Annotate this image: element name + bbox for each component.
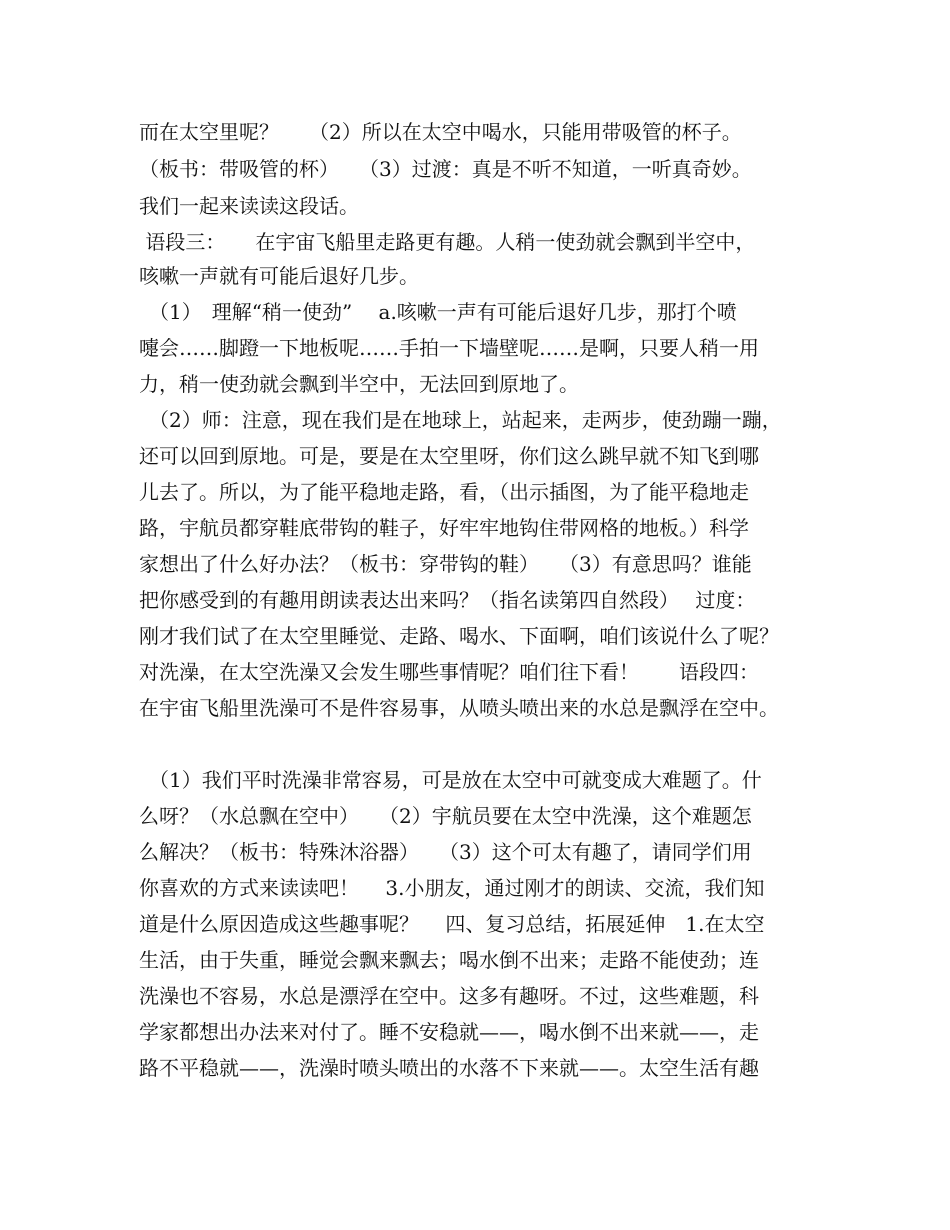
text-line: 语段三： 在宇宙飞船里走路更有趣。人稍一使劲就会飘到半空中， [139, 230, 756, 254]
text-line: （1）我们平时洗澡非常容易，可是放在太空中可就变成大难题了。什 [139, 768, 762, 792]
text-line: 而在太空里呢？ （2）所以在太空中喝水，只能用带吸管的杯子。 [139, 120, 742, 144]
text-line: 我们一起来读读这段话。 [139, 194, 359, 218]
text-line: （2）师：注意，现在我们是在地球上，站起来，走两步，使劲蹦一蹦， [139, 408, 782, 432]
text-line: 刚才我们试了在太空里睡觉、走路、喝水、下面啊，咱们该说什么了呢？ [139, 624, 779, 648]
text-line: 生活，由于失重，睡觉会飘来飘去；喝水倒不出来；走路不能使劲；连 [139, 948, 759, 972]
text-line: 洗澡也不容易，水总是漂浮在空中。这多有趣呀。不过，这些难题，科 [139, 984, 759, 1008]
text-line: 在宇宙飞船里洗澡可不是件容易事，从喷头喷出来的水总是飘浮在空中。 [139, 696, 779, 720]
text-line: 道是什么原因造成这些趣事呢？ 四、复习总结，拓展延伸 1.在太空 [139, 912, 765, 936]
text-line: 嚏会……脚蹬一下地板呢……手拍一下墙壁呢……是啊，只要人稍一用 [139, 336, 759, 360]
text-line: 家想出了什么好办法？（板书：穿带钩的鞋） （3）有意思吗？谁能 [139, 552, 752, 576]
text-line: （1） 理解“稍一使劲” a.咳嗽一声有可能后退好几步，那打个喷 [139, 300, 737, 324]
text-line: 还可以回到原地。可是，要是在太空里呀，你们这么跳早就不知飞到哪 [139, 444, 759, 468]
text-line: 么解决？（板书：特殊沐浴器） （3）这个可太有趣了，请同学们用 [139, 840, 752, 864]
text-line: 你喜欢的方式来读读吧！ 3.小朋友，通过刚才的朗读、交流，我们知 [139, 876, 765, 900]
text-line: 儿去了。所以，为了能平稳地走路，看，（出示插图，为了能平稳地走 [139, 480, 749, 504]
text-line: 咳嗽一声就有可能后退好几步。 [139, 264, 419, 288]
text-line: 力，稍一使劲就会飘到半空中，无法回到原地了。 [139, 372, 579, 396]
text-line: （板书：带吸管的杯） （3）过渡：真是不听不知道，一听真奇妙。 [139, 157, 752, 181]
text-line: 路，宇航员都穿鞋底带钩的鞋子，好牢牢地钩住带网格的地板。）科学 [139, 516, 749, 540]
text-line: 学家都想出办法来对付了。睡不安稳就——，喝水倒不出来就——，走 [139, 1020, 759, 1044]
text-line: 路不平稳就——，洗澡时喷头喷出的水落不下来就——。太空生活有趣 [139, 1056, 759, 1080]
text-line: 么呀？（水总飘在空中） （2）宇航员要在太空中洗澡，这个难题怎 [139, 804, 752, 828]
text-line: 对洗澡，在太空洗澡又会发生哪些事情呢？咱们往下看！ 语段四： [139, 660, 759, 684]
text-line: 把你感受到的有趣用朗读表达出来吗？（指名读第四自然段） 过度： [139, 588, 756, 612]
